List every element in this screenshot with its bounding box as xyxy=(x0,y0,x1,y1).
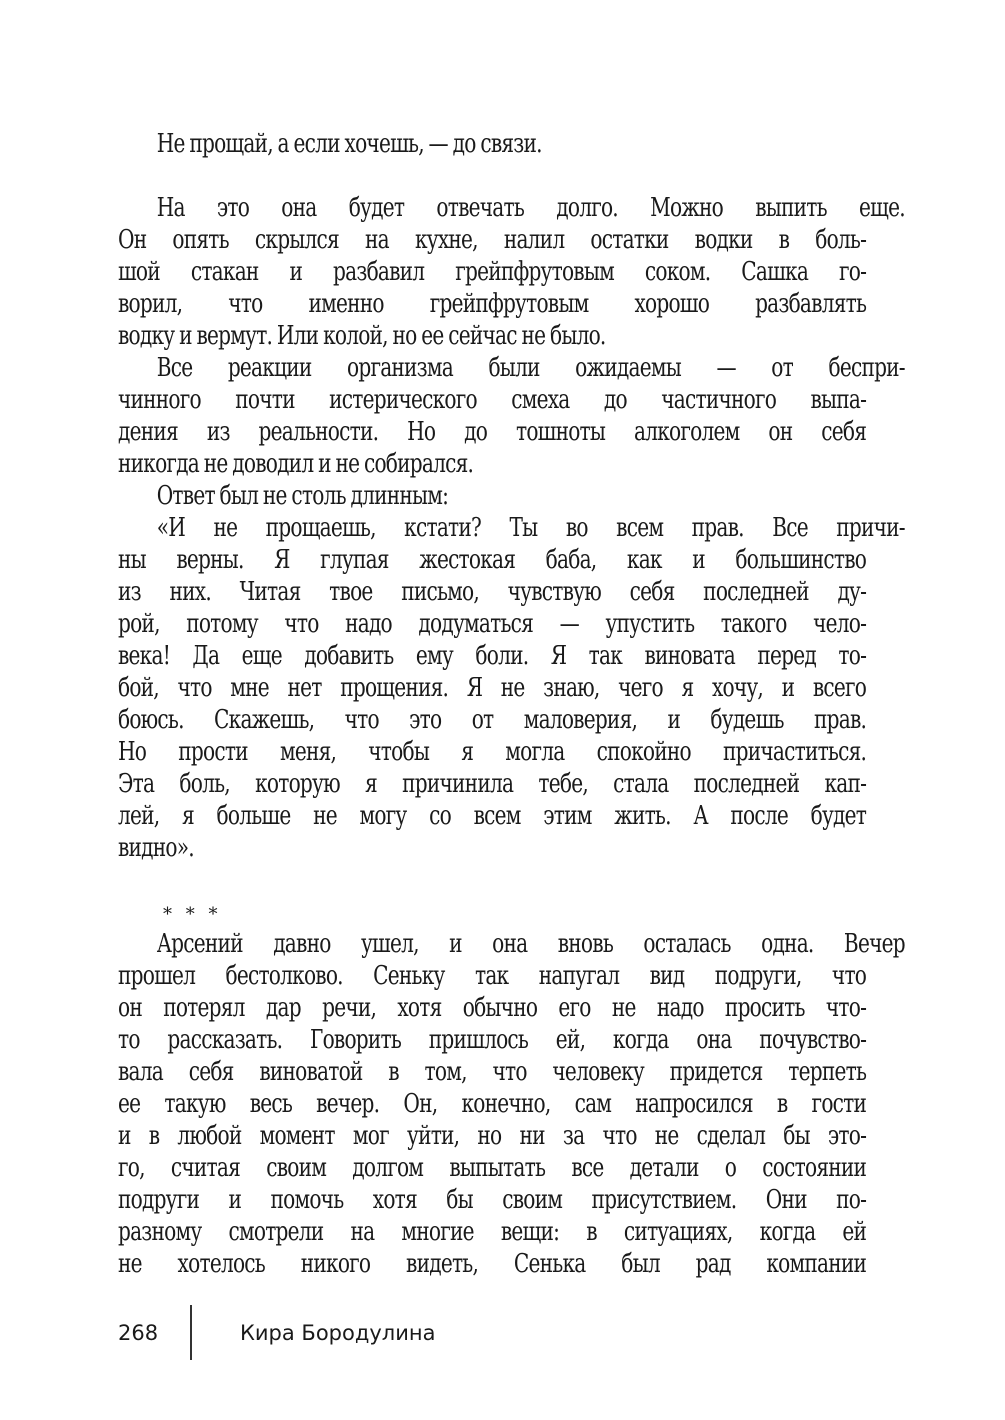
text-line: вала себя виноватой в том, что человеку придется терпеть xyxy=(118,1057,867,1087)
text-line: «И не прощаешь, кстати? Ты во всем прав. Все причи- xyxy=(156,513,905,543)
text-line: ны верны. Я глупая жестокая баба, как и большинство xyxy=(118,545,867,575)
section-separator: * * * xyxy=(163,904,222,925)
text-line: подруги и помочь хотя бы своим присутствием. Они по- xyxy=(118,1185,867,1215)
text-line: Арсений давно ушел, и она вновь осталась одна. Вечер xyxy=(156,929,905,959)
text-line: Не прощай, а если хочешь, — до связи. xyxy=(156,129,542,159)
text-line: ее такую весь вечер. Он, конечно, сам напросился в гости xyxy=(118,1089,867,1119)
text-line: Но прости меня, чтобы я могла спокойно причаститься. xyxy=(118,737,867,767)
text-line: Эта боль, которую я причинила тебе, стала последней кап- xyxy=(118,769,867,799)
text-line: шой стакан и разбавил грейпфрутовым соком. Сашка го- xyxy=(118,257,867,287)
text-line: не хотелось никого видеть, Сенька был рад компании xyxy=(118,1249,867,1279)
text-line: дения из реальности. Но до тошноты алкоголем он себя xyxy=(118,417,867,447)
text-line: боюсь. Скажешь, что это от маловерия, и будешь прав. xyxy=(118,705,867,735)
text-line: прошел бестолково. Сеньку так напугал вид подруги, что xyxy=(118,961,867,991)
running-footer-author: Кира Бородулина xyxy=(240,1321,436,1345)
text-line: водку и вермут. Или колой, но ее сейчас не было. xyxy=(118,321,606,351)
footer-divider xyxy=(190,1305,192,1360)
text-line: лей, я больше не могу со всем этим жить. А после будет xyxy=(118,801,867,831)
body-text-bottom xyxy=(118,928,905,1280)
text-line: Он опять скрылся на кухне, налил остатки водки в боль- xyxy=(118,225,867,255)
paragraph-gap xyxy=(118,160,866,192)
text-line: чинного почти истерического смеха до частичного выпа- xyxy=(118,385,867,415)
text-line: ворил, что именно грейпфрутовым хорошо разбавлять xyxy=(118,289,867,319)
text-line: то рассказать. Говорить пришлось ей, когда она почувство- xyxy=(118,1025,867,1055)
text-line: разному смотрели на многие вещи: в ситуациях, когда ей xyxy=(118,1217,867,1247)
text-line: из них. Читая твое письмо, чувствую себя последней ду- xyxy=(118,577,867,607)
text-line: рой, потому что надо додуматься — упустить такого чело- xyxy=(118,609,867,639)
text-line: века! Да еще добавить ему боли. Я так виновата перед то- xyxy=(118,641,867,671)
text-line: го, считая своим долгом выпытать все детали о состоянии xyxy=(118,1153,867,1183)
page-number: 268 xyxy=(118,1321,159,1345)
text-line: бой, что мне нет прощения. Я не знаю, чего я хочу, и всего xyxy=(118,673,867,703)
text-line: На это она будет отвечать долго. Можно выпить еще. xyxy=(156,193,905,223)
text-line: и в любой момент мог уйти, но ни за что не сделал бы это- xyxy=(118,1121,867,1151)
text-line: никогда не доводил и не собирался. xyxy=(118,449,474,479)
body-text-top xyxy=(118,128,905,864)
text-line: Ответ был не столь длинным: xyxy=(156,481,449,511)
text-line: Все реакции организма были ожидаемы — от беспри- xyxy=(156,353,905,383)
text-line: видно». xyxy=(118,833,194,863)
section-separator-block xyxy=(118,896,866,928)
text-line: он потерял дар речи, хотя обычно его не надо просить что- xyxy=(118,993,867,1023)
